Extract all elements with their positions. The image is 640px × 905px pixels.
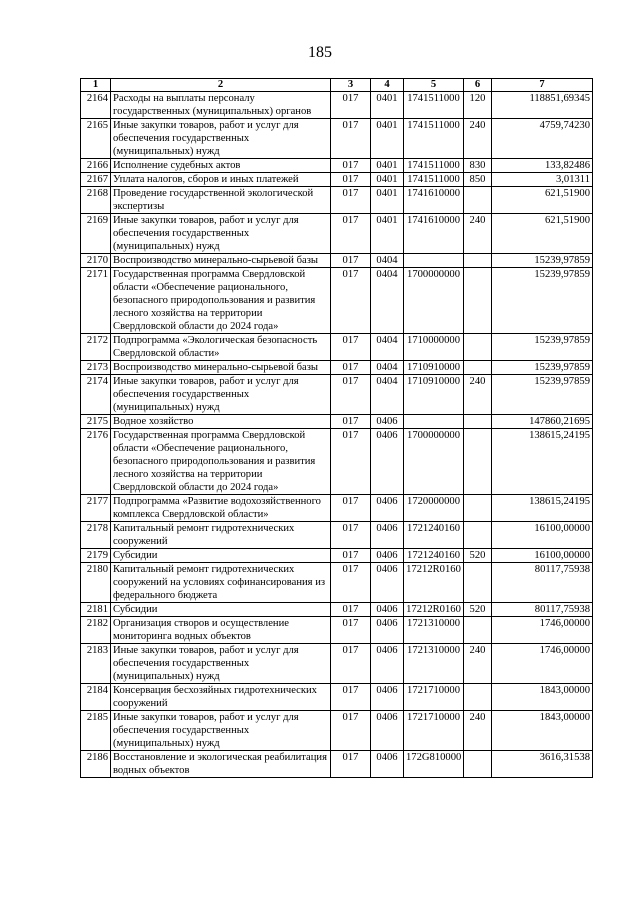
item-name-cell: Расходы на выплаты персоналу государственных (муниципальных) органов xyxy=(111,92,331,119)
item-name-cell: Иные закупки товаров, работ и услуг для обеспечения государственных (муниципальных) нужд xyxy=(111,119,331,159)
expense-type-cell xyxy=(464,429,492,495)
amount-cell: 3616,31538 xyxy=(492,751,593,778)
expense-type-cell xyxy=(464,522,492,549)
table-row xyxy=(81,751,593,778)
amount-cell: 147860,21695 xyxy=(492,415,593,429)
target-code-cell: 1741511000 xyxy=(404,92,464,119)
column-header: 5 xyxy=(404,79,464,92)
row-number-cell: 2179 xyxy=(81,549,111,563)
column-header-row xyxy=(81,79,593,92)
row-number-cell: 2177 xyxy=(81,495,111,522)
expense-type-cell xyxy=(464,187,492,214)
expense-type-cell: 240 xyxy=(464,214,492,254)
item-name-cell: Подпрограмма «Развитие водохозяйственного комплекса Свердловской области» xyxy=(111,495,331,522)
section-code-cell: 0406 xyxy=(371,617,404,644)
amount-cell: 15239,97859 xyxy=(492,334,593,361)
budget-table xyxy=(80,78,593,778)
item-name-cell: Организация створов и осуществление мониторинга водных объектов xyxy=(111,617,331,644)
row-number-cell: 2167 xyxy=(81,173,111,187)
column-header: 4 xyxy=(371,79,404,92)
item-name-cell: Консервация бесхозяйных гидротехнических сооружений xyxy=(111,684,331,711)
item-name-cell: Капитальный ремонт гидротехнических сооружений на условиях софинансирования из федерального бюджета xyxy=(111,563,331,603)
expense-type-cell: 240 xyxy=(464,375,492,415)
expense-type-cell xyxy=(464,495,492,522)
item-name-cell: Воспроизводство минерально-сырьевой базы xyxy=(111,361,331,375)
row-number-cell: 2166 xyxy=(81,159,111,173)
item-name-cell: Государственная программа Свердловской области «Обеспечение рационального, безопасного природопользования и развития лесного хозяйства на территории Свердловской области до 2024 года» xyxy=(111,429,331,495)
department-code-cell: 017 xyxy=(331,549,371,563)
target-code-cell: 17212R0160 xyxy=(404,563,464,603)
column-header: 3 xyxy=(331,79,371,92)
amount-cell: 16100,00000 xyxy=(492,522,593,549)
row-number-cell: 2184 xyxy=(81,684,111,711)
column-header: 1 xyxy=(81,79,111,92)
amount-cell: 4759,74230 xyxy=(492,119,593,159)
department-code-cell: 017 xyxy=(331,563,371,603)
amount-cell: 15239,97859 xyxy=(492,375,593,415)
section-code-cell: 0404 xyxy=(371,361,404,375)
table-row xyxy=(81,522,593,549)
item-name-cell: Восстановление и экологическая реабилитация водных объектов xyxy=(111,751,331,778)
table-row xyxy=(81,254,593,268)
table-row xyxy=(81,415,593,429)
expense-type-cell: 240 xyxy=(464,711,492,751)
section-code-cell: 0406 xyxy=(371,549,404,563)
target-code-cell: 17212R0160 xyxy=(404,603,464,617)
amount-cell: 621,51900 xyxy=(492,187,593,214)
row-number-cell: 2182 xyxy=(81,617,111,644)
target-code-cell: 1721240160 xyxy=(404,522,464,549)
item-name-cell: Уплата налогов, сборов и иных платежей xyxy=(111,173,331,187)
department-code-cell: 017 xyxy=(331,429,371,495)
item-name-cell: Иные закупки товаров, работ и услуг для обеспечения государственных (муниципальных) нужд xyxy=(111,644,331,684)
row-number-cell: 2185 xyxy=(81,711,111,751)
section-code-cell: 0404 xyxy=(371,375,404,415)
expense-type-cell: 520 xyxy=(464,603,492,617)
item-name-cell: Государственная программа Свердловской области «Обеспечение рационального, безопасного природопользования и развития лесного хозяйства на территории Свердловской области до 2024 года» xyxy=(111,268,331,334)
department-code-cell: 017 xyxy=(331,684,371,711)
expense-type-cell xyxy=(464,361,492,375)
table-row xyxy=(81,159,593,173)
department-code-cell: 017 xyxy=(331,711,371,751)
target-code-cell: 1741511000 xyxy=(404,119,464,159)
target-code-cell xyxy=(404,415,464,429)
expense-type-cell xyxy=(464,254,492,268)
table-body xyxy=(81,92,593,778)
table-row xyxy=(81,268,593,334)
amount-cell: 138615,24195 xyxy=(492,495,593,522)
section-code-cell: 0401 xyxy=(371,214,404,254)
target-code-cell: 1741610000 xyxy=(404,214,464,254)
item-name-cell: Иные закупки товаров, работ и услуг для обеспечения государственных (муниципальных) нужд xyxy=(111,214,331,254)
row-number-cell: 2164 xyxy=(81,92,111,119)
row-number-cell: 2178 xyxy=(81,522,111,549)
amount-cell: 138615,24195 xyxy=(492,429,593,495)
department-code-cell: 017 xyxy=(331,92,371,119)
target-code-cell: 1721710000 xyxy=(404,711,464,751)
target-code-cell: 1721310000 xyxy=(404,617,464,644)
amount-cell: 621,51900 xyxy=(492,214,593,254)
expense-type-cell xyxy=(464,563,492,603)
row-number-cell: 2173 xyxy=(81,361,111,375)
table-row xyxy=(81,92,593,119)
row-number-cell: 2181 xyxy=(81,603,111,617)
target-code-cell: 1710000000 xyxy=(404,334,464,361)
expense-type-cell: 240 xyxy=(464,119,492,159)
item-name-cell: Иные закупки товаров, работ и услуг для обеспечения государственных (муниципальных) нужд xyxy=(111,711,331,751)
table-row xyxy=(81,603,593,617)
department-code-cell: 017 xyxy=(331,173,371,187)
department-code-cell: 017 xyxy=(331,254,371,268)
department-code-cell: 017 xyxy=(331,415,371,429)
section-code-cell: 0404 xyxy=(371,254,404,268)
table-row xyxy=(81,644,593,684)
amount-cell: 118851,69345 xyxy=(492,92,593,119)
table-row xyxy=(81,173,593,187)
amount-cell: 1843,00000 xyxy=(492,711,593,751)
department-code-cell: 017 xyxy=(331,159,371,173)
amount-cell: 1746,00000 xyxy=(492,617,593,644)
target-code-cell: 1741511000 xyxy=(404,159,464,173)
target-code-cell: 1741511000 xyxy=(404,173,464,187)
expense-type-cell xyxy=(464,334,492,361)
amount-cell: 133,82486 xyxy=(492,159,593,173)
target-code-cell: 1700000000 xyxy=(404,268,464,334)
section-code-cell: 0401 xyxy=(371,92,404,119)
amount-cell: 16100,00000 xyxy=(492,549,593,563)
target-code-cell: 1710910000 xyxy=(404,361,464,375)
section-code-cell: 0401 xyxy=(371,187,404,214)
table-row xyxy=(81,684,593,711)
expense-type-cell: 850 xyxy=(464,173,492,187)
row-number-cell: 2183 xyxy=(81,644,111,684)
item-name-cell: Водное хозяйство xyxy=(111,415,331,429)
table-row xyxy=(81,187,593,214)
target-code-cell: 1721240160 xyxy=(404,549,464,563)
target-code-cell: 1700000000 xyxy=(404,429,464,495)
section-code-cell: 0401 xyxy=(371,159,404,173)
item-name-cell: Воспроизводство минерально-сырьевой базы xyxy=(111,254,331,268)
table-row xyxy=(81,549,593,563)
row-number-cell: 2171 xyxy=(81,268,111,334)
target-code-cell: 1721310000 xyxy=(404,644,464,684)
section-code-cell: 0406 xyxy=(371,644,404,684)
amount-cell: 1843,00000 xyxy=(492,684,593,711)
column-header: 6 xyxy=(464,79,492,92)
department-code-cell: 017 xyxy=(331,522,371,549)
section-code-cell: 0406 xyxy=(371,711,404,751)
department-code-cell: 017 xyxy=(331,644,371,684)
expense-type-cell: 830 xyxy=(464,159,492,173)
section-code-cell: 0401 xyxy=(371,119,404,159)
row-number-cell: 2168 xyxy=(81,187,111,214)
row-number-cell: 2176 xyxy=(81,429,111,495)
target-code-cell: 1720000000 xyxy=(404,495,464,522)
row-number-cell: 2169 xyxy=(81,214,111,254)
column-header: 7 xyxy=(492,79,593,92)
amount-cell: 15239,97859 xyxy=(492,268,593,334)
expense-type-cell xyxy=(464,617,492,644)
table-row xyxy=(81,375,593,415)
row-number-cell: 2175 xyxy=(81,415,111,429)
item-name-cell: Проведение государственной экологической экспертизы xyxy=(111,187,331,214)
table-row xyxy=(81,214,593,254)
section-code-cell: 0404 xyxy=(371,268,404,334)
target-code-cell: 172G810000 xyxy=(404,751,464,778)
target-code-cell: 1721710000 xyxy=(404,684,464,711)
target-code-cell: 1710910000 xyxy=(404,375,464,415)
department-code-cell: 017 xyxy=(331,119,371,159)
row-number-cell: 2186 xyxy=(81,751,111,778)
target-code-cell: 1741610000 xyxy=(404,187,464,214)
department-code-cell: 017 xyxy=(331,751,371,778)
amount-cell: 15239,97859 xyxy=(492,254,593,268)
amount-cell: 3,01311 xyxy=(492,173,593,187)
table-row xyxy=(81,495,593,522)
row-number-cell: 2170 xyxy=(81,254,111,268)
section-code-cell: 0406 xyxy=(371,563,404,603)
department-code-cell: 017 xyxy=(331,603,371,617)
section-code-cell: 0406 xyxy=(371,603,404,617)
column-header: 2 xyxy=(111,79,331,92)
section-code-cell: 0404 xyxy=(371,334,404,361)
row-number-cell: 2174 xyxy=(81,375,111,415)
target-code-cell xyxy=(404,254,464,268)
department-code-cell: 017 xyxy=(331,617,371,644)
department-code-cell: 017 xyxy=(331,361,371,375)
department-code-cell: 017 xyxy=(331,334,371,361)
item-name-cell: Иные закупки товаров, работ и услуг для обеспечения государственных (муниципальных) нужд xyxy=(111,375,331,415)
expense-type-cell xyxy=(464,268,492,334)
table-row xyxy=(81,429,593,495)
amount-cell: 80117,75938 xyxy=(492,603,593,617)
table-row xyxy=(81,334,593,361)
section-code-cell: 0406 xyxy=(371,522,404,549)
amount-cell: 80117,75938 xyxy=(492,563,593,603)
expense-type-cell xyxy=(464,684,492,711)
expense-type-cell xyxy=(464,751,492,778)
row-number-cell: 2180 xyxy=(81,563,111,603)
department-code-cell: 017 xyxy=(331,214,371,254)
department-code-cell: 017 xyxy=(331,187,371,214)
item-name-cell: Подпрограмма «Экологическая безопасность Свердловской области» xyxy=(111,334,331,361)
item-name-cell: Субсидии xyxy=(111,549,331,563)
section-code-cell: 0401 xyxy=(371,173,404,187)
table-row xyxy=(81,119,593,159)
expense-type-cell: 120 xyxy=(464,92,492,119)
table-row xyxy=(81,563,593,603)
table-row xyxy=(81,361,593,375)
table-row xyxy=(81,711,593,751)
amount-cell: 15239,97859 xyxy=(492,361,593,375)
section-code-cell: 0406 xyxy=(371,495,404,522)
item-name-cell: Субсидии xyxy=(111,603,331,617)
section-code-cell: 0406 xyxy=(371,684,404,711)
item-name-cell: Исполнение судебных актов xyxy=(111,159,331,173)
department-code-cell: 017 xyxy=(331,495,371,522)
expense-type-cell: 240 xyxy=(464,644,492,684)
department-code-cell: 017 xyxy=(331,375,371,415)
section-code-cell: 0406 xyxy=(371,415,404,429)
section-code-cell: 0406 xyxy=(371,429,404,495)
row-number-cell: 2165 xyxy=(81,119,111,159)
section-code-cell: 0406 xyxy=(371,751,404,778)
row-number-cell: 2172 xyxy=(81,334,111,361)
expense-type-cell: 520 xyxy=(464,549,492,563)
department-code-cell: 017 xyxy=(331,268,371,334)
page-number: 185 xyxy=(308,44,332,61)
amount-cell: 1746,00000 xyxy=(492,644,593,684)
item-name-cell: Капитальный ремонт гидротехнических сооружений xyxy=(111,522,331,549)
table-row xyxy=(81,617,593,644)
expense-type-cell xyxy=(464,415,492,429)
